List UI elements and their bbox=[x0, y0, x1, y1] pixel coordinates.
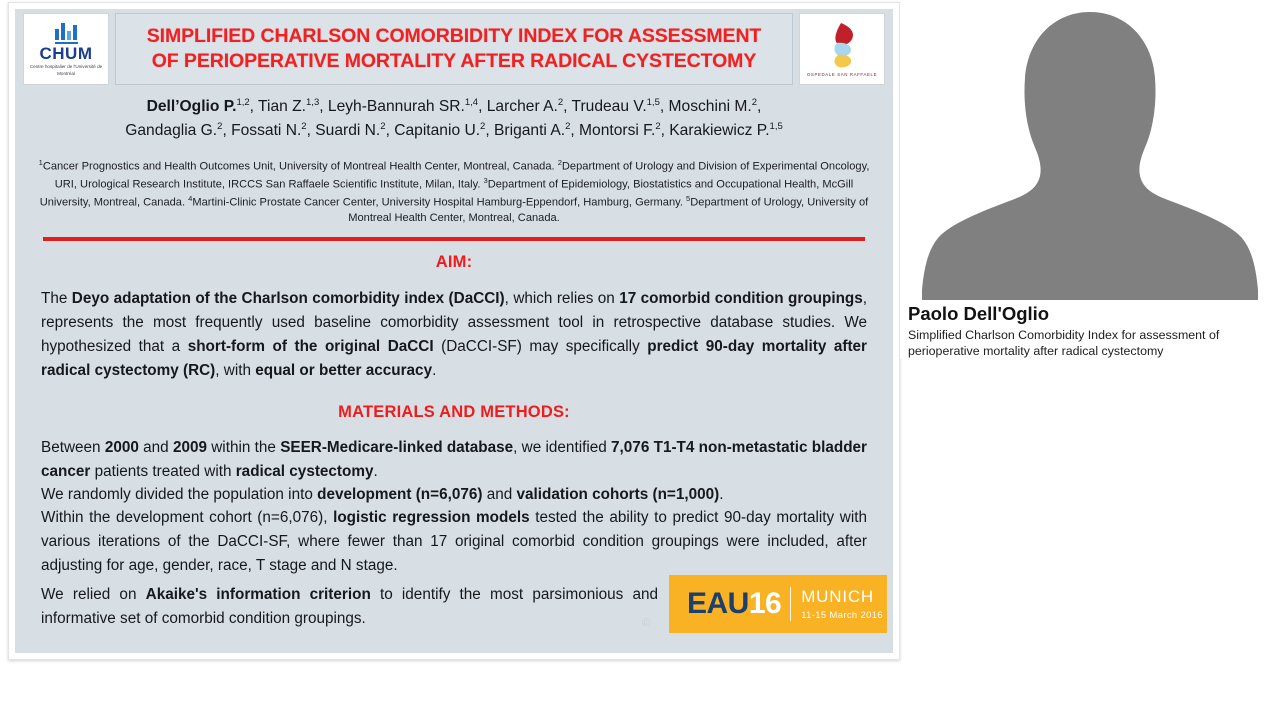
author-line-2: Gandaglia G.$^2$, Fossati N.$^2$, Suardi N.$^2$, Capitanio U.$^2$, Briganti A.$^2$, Montorsi F.$^2$, Karakiewicz P.$^{1,5}$ bbox=[125, 120, 783, 139]
chum-tagline: Centre hospitalier de l'Université de Montréal bbox=[29, 64, 103, 76]
slide-frame bbox=[8, 2, 900, 660]
eau-location-block bbox=[801, 588, 883, 620]
poster-title bbox=[141, 24, 768, 74]
eau-brand: EAU bbox=[687, 587, 749, 620]
eau-divider bbox=[790, 587, 791, 621]
eau-edition: 16 bbox=[748, 587, 782, 620]
speaker-info bbox=[900, 300, 1280, 359]
copyright-watermark: © bbox=[641, 617, 650, 629]
speaker-talk-title bbox=[908, 328, 1272, 359]
poster-title-line-2: OF PERIOPERATIVE MORTALITY AFTER RADICAL CYSTECTOMY bbox=[151, 50, 757, 72]
poster-title-line-1: SIMPLIFIED CHARLSON COMORBIDITY INDEX FOR ASSESSMENT bbox=[146, 25, 762, 48]
author-line-1: Dell’Oglio P.$^{1,2}$, Tian Z.$^{1,3}$, Leyh-Bannurah SR.$^{1,4}$, Larcher A.$^2$, Trudeau V.$^{1,5}$, Moschini M.$^2$, bbox=[146, 96, 762, 115]
eau-city: MUNICH bbox=[801, 587, 875, 607]
san-raffaele-logo bbox=[799, 13, 885, 85]
chum-bars-icon bbox=[55, 23, 77, 40]
poster-title-box bbox=[115, 13, 793, 85]
methods-paragraph-2: We randomly divided the population into development (n=6,076) and validation cohorts (n=1,000). bbox=[41, 486, 724, 503]
methods-paragraph-4: We relied on Akaike's information criterion to identify the most parsimonious and informative set of comorbid condition groupings. bbox=[41, 586, 658, 628]
chum-wordmark: CHUM bbox=[39, 44, 93, 64]
methods-paragraph-1: Between 2000 and 2009 within the SEER-Medicare-linked database, we identified 7,076 T1-T4 non-metastatic bladder cancer patients treated with radical cystectomy. bbox=[41, 439, 868, 481]
speaker-talk-title-line-1: Simplified Charlson Comorbidity Index for assessment of bbox=[908, 328, 1220, 343]
aim-paragraph: The Deyo adaptation of the Charlson comorbidity index (DaCCI), which relies on 17 comorbid condition groupings, represents the most frequently used baseline comorbidity assessment tool in retrospective database studies. We hypothesized that a short-form of the original DaCCI (DaCCI-SF) may specifically predict 90-day mortality after radical cystectomy (RC), with equal or better accuracy. bbox=[41, 290, 868, 380]
chum-logo bbox=[23, 13, 109, 85]
speaker-name: Paolo Dell'Oglio bbox=[908, 303, 1050, 324]
author-list bbox=[33, 95, 875, 142]
speaker-talk-title-line-2: perioperative mortality after radical cystectomy bbox=[908, 343, 1164, 358]
speaker-video-panel bbox=[900, 0, 1280, 300]
eau-dates: 11-15 March 2016 bbox=[801, 608, 884, 620]
affiliations: $^1$Cancer Prognostics and Health Outcomes Unit, University of Montreal Health Center, Montreal, Canada. $^2$Department of Urology and Division of Experimental Oncology, URI, Urological Research Institute, IRCCS San Raffaele Scientific Institute, Milan, Italy. $^3$Department of Epidemiology, Biostatistics and Occupational Health, McGill University, Montreal, Canada. $^4$Martini-Clinic Prostate Cancer Center, University Hospital Hamburg-Eppendorf, Hamburg, Germany. $^5$Department of Urology, University of Montreal Health Center, Montreal, Canada. bbox=[38, 158, 870, 225]
aim-heading: AIM: bbox=[435, 253, 473, 271]
san-raffaele-ribbon-icon bbox=[821, 21, 863, 71]
section-divider bbox=[43, 237, 865, 241]
slide-header bbox=[19, 11, 889, 87]
speaker-avatar-placeholder-icon bbox=[900, 0, 1280, 300]
poster-slide bbox=[15, 9, 893, 653]
eau-congress-logo bbox=[669, 575, 887, 633]
methods-paragraph-3: Within the development cohort (n=6,076), logistic regression models tested the ability to predict 90-day mortality with various iterations of the DaCCI-SF, where fewer than 17 original comorbid condition groupings were included, after adjusting for age, gender, race, T stage and N stage. bbox=[41, 509, 867, 575]
san-raffaele-caption: OSPEDALE SAN RAFFAELE bbox=[806, 72, 878, 77]
methods-heading: MATERIALS AND METHODS: bbox=[338, 403, 570, 421]
